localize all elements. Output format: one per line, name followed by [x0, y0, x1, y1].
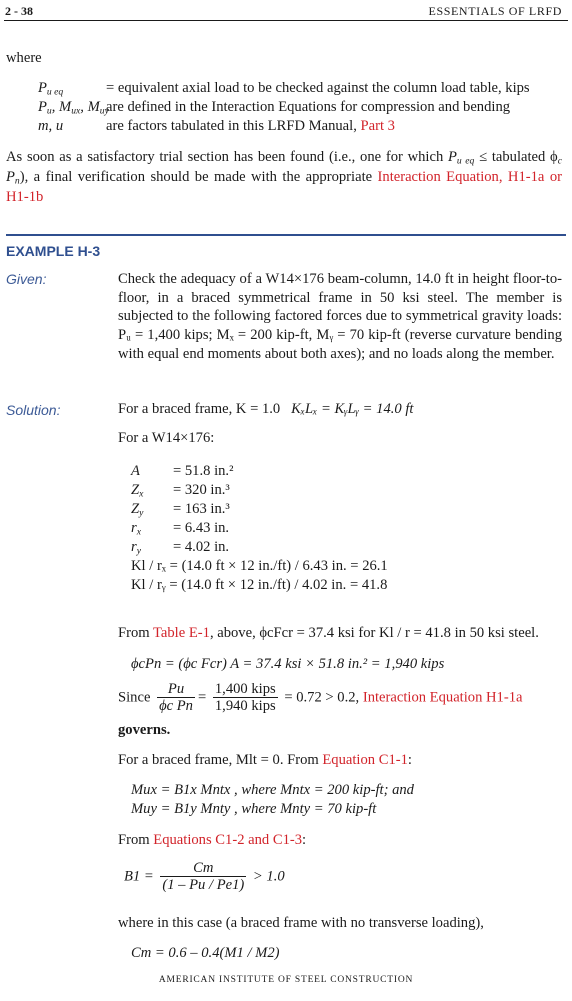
equation-c1-1-link[interactable]: Equation C1-1: [322, 752, 408, 768]
moment-line: Mux = B1x Mntx , where Mntx = 200 kip-ft; and: [131, 782, 414, 798]
table-e1-line: From Table E-1, above, ϕcFcr = 37.4 ksi for Kl / r = 41.8 in 50 ksi steel.: [118, 625, 539, 641]
definition-row: [38, 80, 558, 99]
governs-text: governs.: [118, 722, 171, 738]
definition-term: $P_u$, $M_{ux}$, $M_{uy}$: [38, 99, 109, 117]
value-fraction: $\frac{\text{1,400 kips}}{\text{1,940 kips}}$: [214, 681, 276, 715]
page-number: 2 - 38: [5, 4, 33, 18]
property-row: [131, 463, 388, 482]
interaction-equation-link[interactable]: Interaction Equation, H1-1a or H1-1b: [6, 168, 562, 205]
solution-label: Solution:: [6, 402, 61, 418]
definition-term: m, u: [38, 118, 64, 134]
property-value: = 320 in.³: [173, 482, 230, 498]
section-line: For a W14×176:: [118, 430, 215, 446]
property-value: = 163 in.³: [173, 501, 230, 517]
property-key: $Z_y$: [131, 501, 144, 519]
section-properties: [131, 463, 388, 596]
definition-desc: are factors tabulated in this LRFD Manual, Part 3: [106, 118, 395, 134]
property-row: [131, 482, 388, 501]
verification-paragraph: As soon as a satisfactory trial section has been found (i.e., one for which $P_{u eq}$ ≤ tabulated $\phi_c$ $P_n$), a final verification should be made with the appropriate Interaction Equation, H1-1a or H1-1b: [6, 149, 563, 205]
case-line: where in this case (a braced frame with no transverse loading),: [118, 915, 484, 931]
part3-link[interactable]: Part 3: [360, 118, 395, 134]
footer: AMERICAN INSTITUTE OF STEEL CONSTRUCTION: [158, 975, 414, 985]
running-title: ESSENTIALS OF LRFD: [428, 4, 562, 18]
from-equations-line: From Equations C1-2 and C1-3:: [118, 832, 307, 848]
b1-fraction: $\frac{Cm}{(1 - Pu / Pe1)}$: [162, 860, 245, 894]
property-key: A: [131, 463, 140, 479]
definition-term: $P_{u eq}$: [38, 80, 64, 98]
moment-line: Muy = B1y Mnty , where Mnty = 70 kip-ft: [131, 801, 377, 817]
since-line: Since $\frac{Pu}{\text{ϕc Pn}}$ = $\frac{\text{1,400 kips}}{\text{1,940 kips}}$ = 0.72 > 0.2, Interaction Equation H1-1a: [118, 681, 523, 715]
h1-1a-link[interactable]: Interaction Equation H1-1a: [362, 689, 523, 706]
header-rule: [4, 20, 568, 21]
braced-frame-line: For a braced frame, K = 1.0 KₓLₓ = KᵧLᵧ = 14.0 ft: [118, 401, 414, 417]
b1-equation: B1 = $\frac{Cm}{(1 - Pu / Pe1)}$ > 1.0: [124, 860, 285, 894]
property-value: = 6.43 in.: [173, 520, 230, 536]
property-key: $r_y$: [131, 539, 141, 557]
property-value: = 4.02 in.: [173, 539, 230, 555]
slenderness-line: Kl / rᵧ = (14.0 ft × 12 in./ft) / 4.02 in. = 41.8: [131, 577, 388, 593]
given-text: Check the adequacy of a W14×176 beam-column, 14.0 ft in height floor-to-floor, in a braced symmetrical frame in 50 ksi steel. The member is subjected to the following factored forces due to symmetrical gravity loads: Pᵤ = 1,400 kips; Mₓ = 200 kip-ft, Mᵧ = 70 kip-ft (reverse curvature bending with equal end moments about both axes); and no loads along the member.: [118, 271, 562, 362]
phi-pn-equation: ϕcPn = (ϕc Fcr) A = 37.4 ksi × 51.8 in.² = 1,940 kips: [131, 656, 445, 672]
definitions-list: [38, 80, 558, 137]
property-row: [131, 539, 388, 558]
example-rule: [6, 234, 566, 236]
example-title: EXAMPLE H-3: [6, 243, 101, 259]
definition-row: [38, 118, 558, 137]
definition-desc: = equivalent axial load to be checked against the column load table, kips: [106, 80, 530, 96]
property-value: = 51.8 in.²: [173, 463, 234, 479]
property-key: $r_x$: [131, 520, 141, 538]
definition-row: [38, 99, 558, 118]
table-e1-link[interactable]: Table E-1: [153, 625, 210, 641]
definition-desc: are defined in the Interaction Equations for compression and bending: [106, 99, 511, 115]
ratio-fraction: $\frac{Pu}{\text{ϕc Pn}}$: [159, 681, 193, 715]
cm-equation: Cm = 0.6 – 0.4(M1 / M2): [131, 945, 280, 961]
given-label: Given:: [6, 271, 47, 287]
where-label: where: [6, 50, 42, 66]
braced-moment-line: For a braced frame, Mlt = 0. From Equation C1-1:: [118, 752, 412, 768]
equations-c1-2-c1-3-link[interactable]: Equations C1-2 and C1-3: [153, 832, 303, 848]
property-row: [131, 520, 388, 539]
property-row: [131, 501, 388, 520]
property-key: $Z_x$: [131, 482, 144, 500]
slenderness-line: Kl / rₓ = (14.0 ft × 12 in./ft) / 6.43 in. = 26.1: [131, 558, 388, 574]
